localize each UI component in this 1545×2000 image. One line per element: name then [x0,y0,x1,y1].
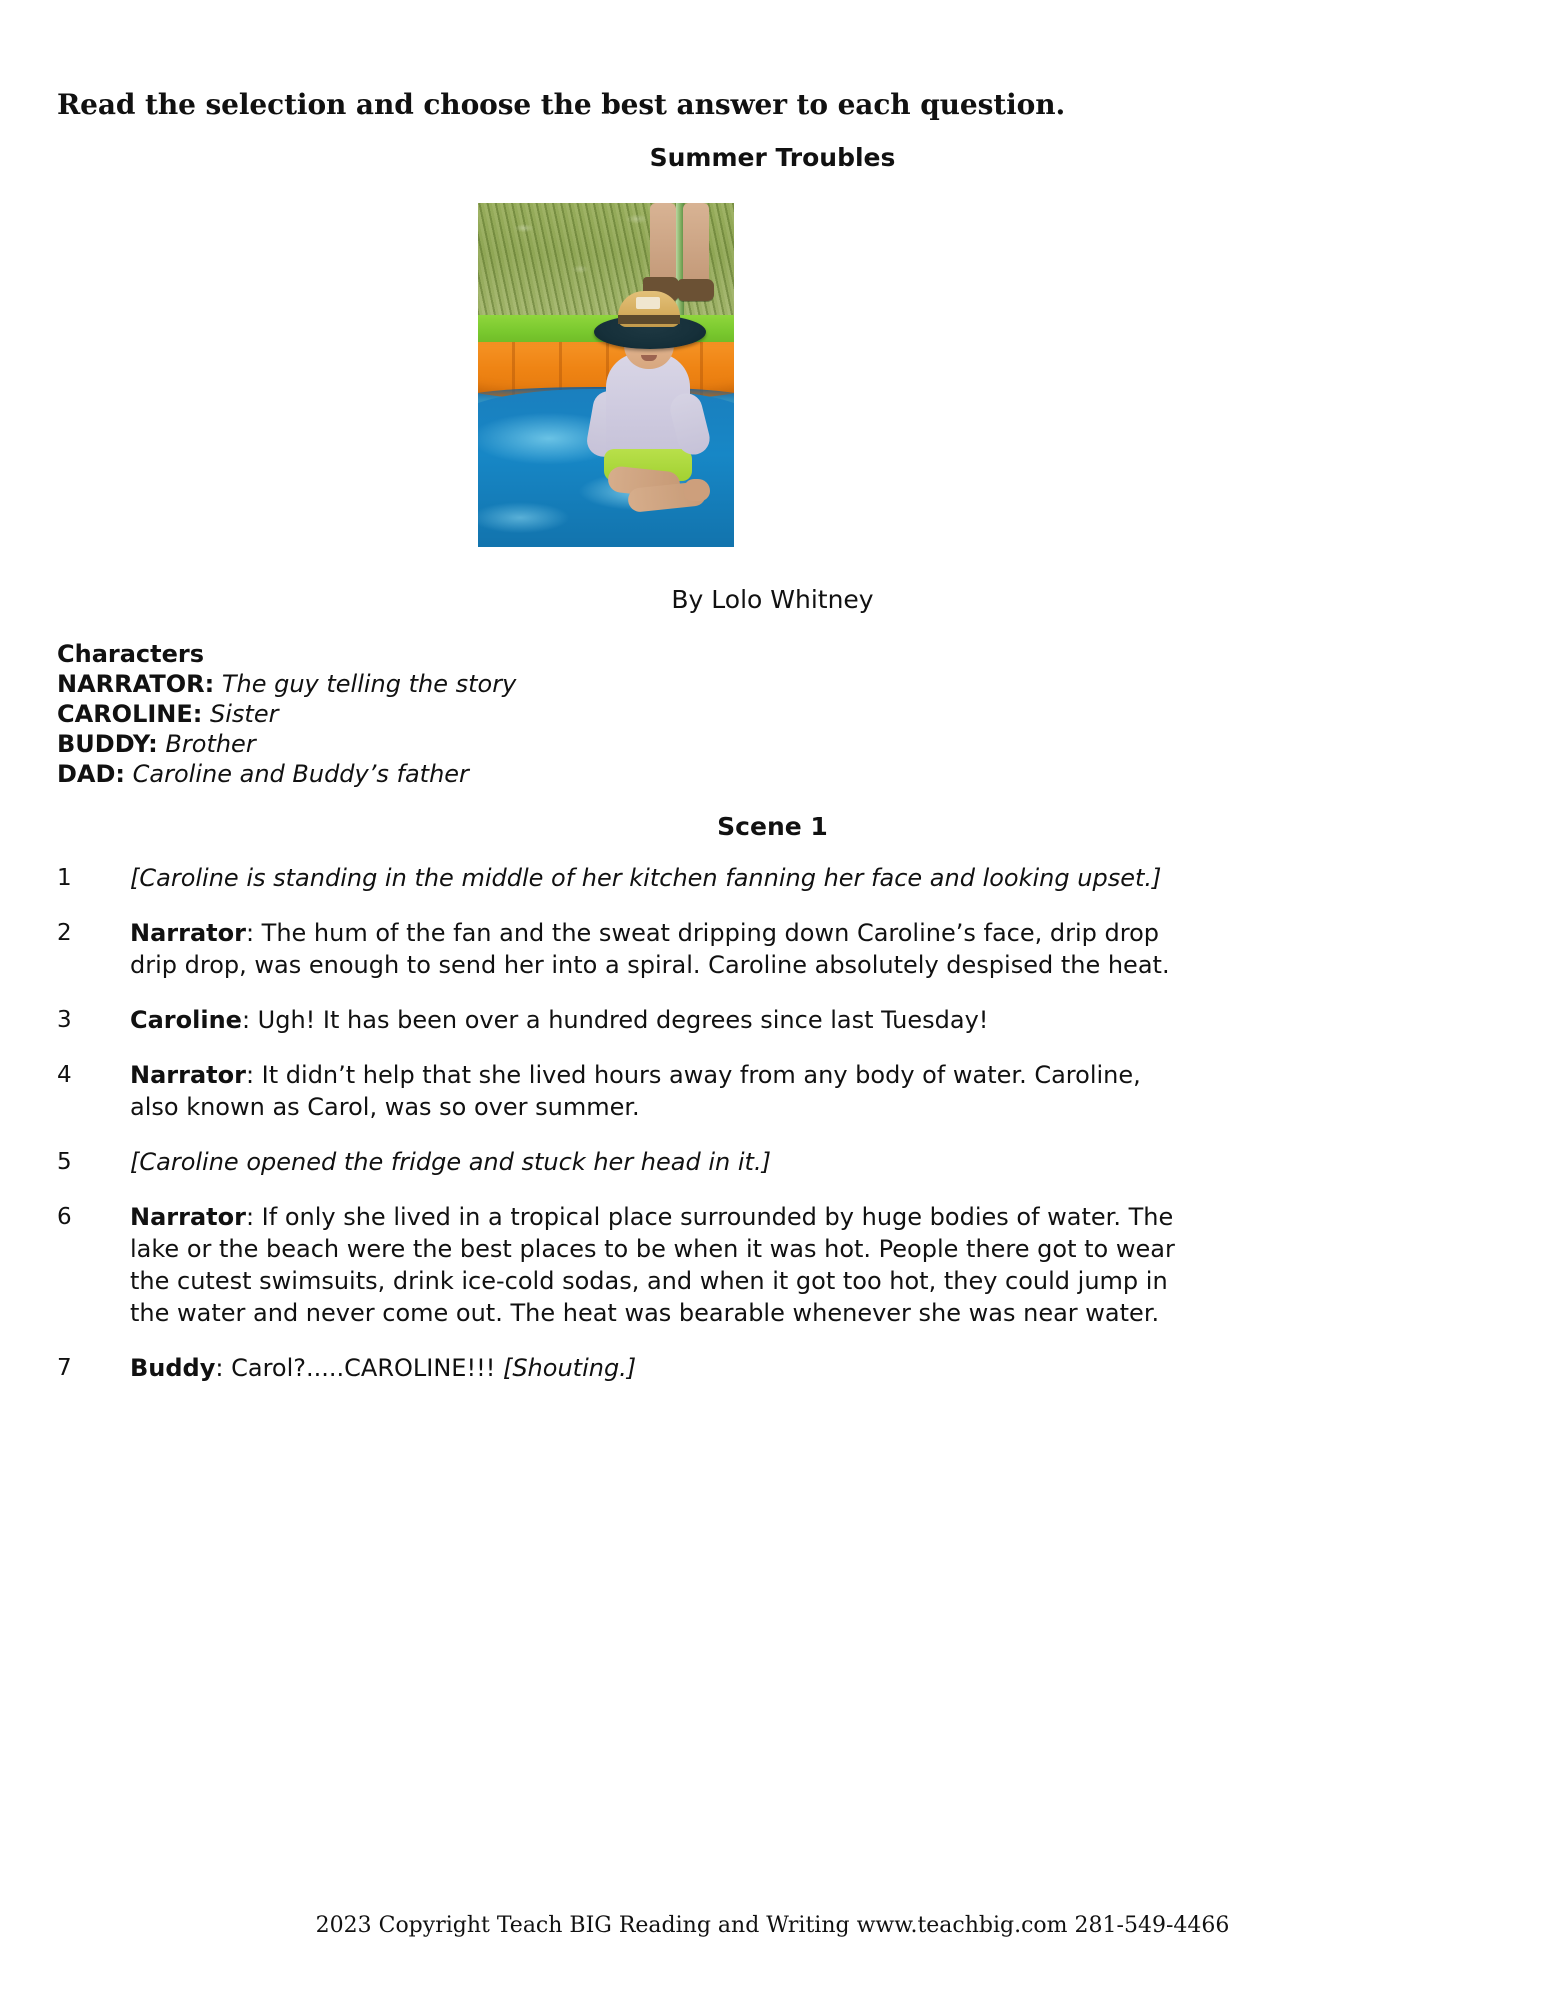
script-paragraph [57,1352,1182,1384]
paragraph-text [130,1146,1182,1178]
character-row [57,729,516,759]
speaker-name: Buddy [130,1354,216,1382]
character-name: CAROLINE: [57,700,203,728]
line-number: 2 [57,920,72,946]
paragraph-text [130,1059,1182,1123]
character-row [57,699,516,729]
script-paragraph [57,1201,1182,1329]
dialogue-text: : Ugh! It has been over a hundred degrees since last Tuesday! [241,1006,989,1034]
stage-direction: [Caroline opened the fridge and stuck her head in it.] [130,1148,771,1176]
character-row [57,759,516,789]
character-name: DAD: [57,760,126,788]
copyright-footer: 2023 Copyright Teach BIG Reading and Writing www.teachbig.com 281-549-4466 [315,1913,1230,1938]
character-name: NARRATOR: [57,670,215,698]
speaker-name: Narrator [130,919,246,947]
character-name: BUDDY: [57,730,158,758]
script-paragraph [57,862,1182,894]
line-number: 3 [57,1007,72,1033]
story-photo [478,203,734,547]
paragraph-text [130,1004,1182,1036]
adult-leg-right [683,203,709,281]
characters-heading: Characters [57,640,205,668]
line-number: 1 [57,865,72,891]
line-number: 7 [57,1355,72,1381]
child-foot [684,479,710,501]
character-description: Sister [210,700,279,728]
scene-heading: Scene 1 [717,812,828,841]
script-paragraph [57,1146,1182,1178]
sandal-right [678,279,714,301]
character-description: Caroline and Buddy’s father [132,760,469,788]
sun-hat-label [636,297,660,309]
speaker-name: Narrator [130,1061,246,1089]
script-paragraph [57,917,1182,981]
character-row [57,669,516,699]
speaker-name: Caroline [130,1006,242,1034]
line-number: 4 [57,1062,72,1088]
character-description: The guy telling the story [221,670,517,698]
characters-block [57,639,516,789]
stage-direction: [Shouting.] [502,1354,637,1382]
instruction-line: Read the selection and choose the best answer to each question. [57,88,1066,121]
script-paragraph [57,1004,1182,1036]
author-byline: By Lolo Whitney [671,585,874,614]
paragraph-text [130,1352,1182,1384]
script-body [57,862,1182,1407]
paragraph-text [130,862,1182,894]
adult-leg-left [650,203,676,281]
sun-hat-band [618,315,680,324]
story-title: Summer Troubles [649,143,896,172]
line-number: 6 [57,1204,72,1230]
line-number: 5 [57,1149,72,1175]
speaker-name: Narrator [130,1203,246,1231]
dialogue-text: : Carol?.....CAROLINE!!! [215,1354,503,1382]
script-paragraph [57,1059,1182,1123]
stage-direction: [Caroline is standing in the middle of her kitchen fanning her face and looking upset.] [130,864,1162,892]
paragraph-text [130,1201,1182,1329]
dialogue-text: : If only she lived in a tropical place surrounded by huge bodies of water. The lake or the beach were the best places to be when it was hot. People there got to wear the cutest swimsuits, drink ice-cold sodas, and when it got too hot, they could jump in the water and never come out. The heat was bearable whenever she was near water. [130,1203,1175,1327]
dialogue-text: : It didn’t help that she lived hours away from any body of water. Caroline, also known as Carol, was so over summer. [130,1061,1141,1121]
character-description: Brother [165,730,256,758]
paragraph-text [130,917,1182,981]
dialogue-text: : The hum of the fan and the sweat dripping down Caroline’s face, drip drop drip drop, was enough to send her into a spiral. Caroline absolutely despised the heat. [130,919,1170,979]
